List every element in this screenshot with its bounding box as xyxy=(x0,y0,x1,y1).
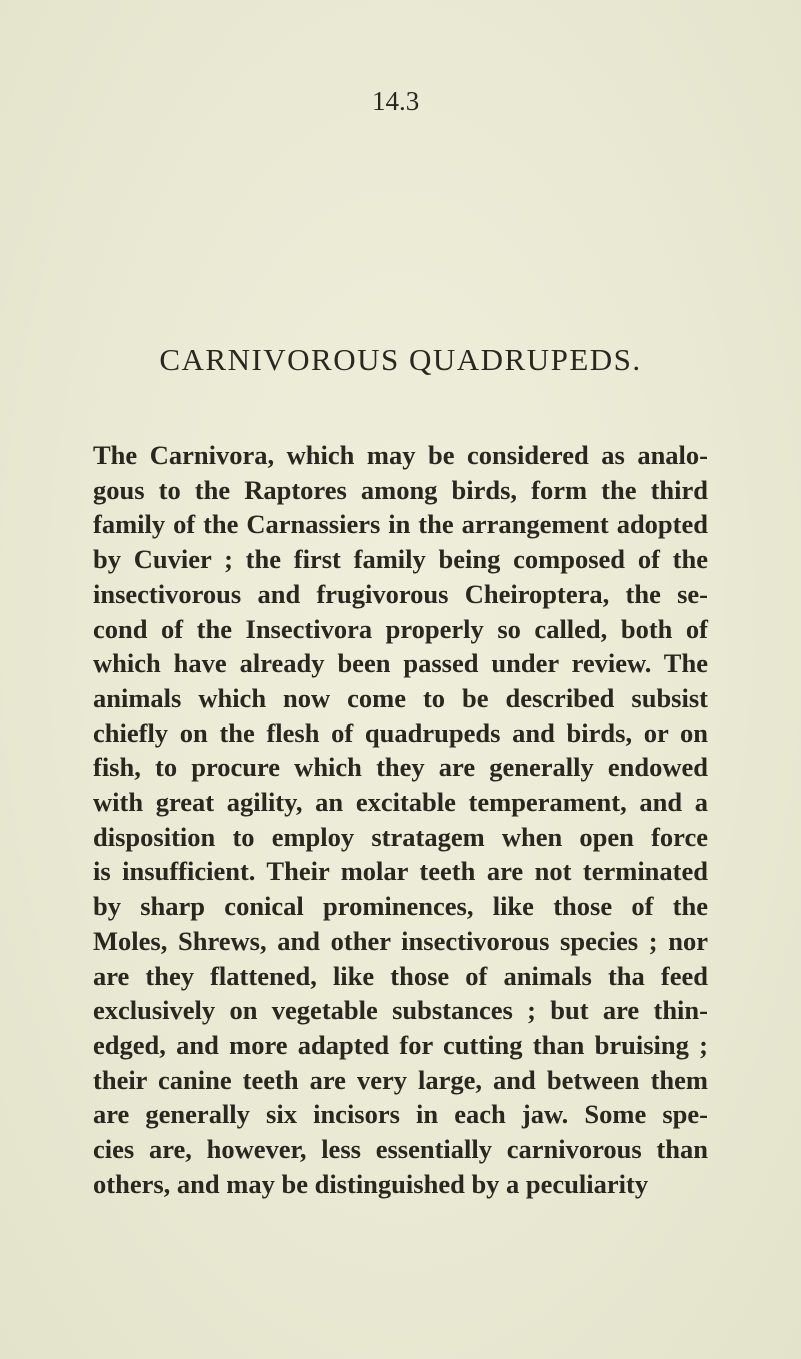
page-number: 14.3 xyxy=(372,86,420,116)
chapter-heading: CARNIVOROUS QUADRUPEDS. xyxy=(159,342,642,377)
book-page: 14.3 CARNIVOROUS QUADRUPEDS. The Carnivora, which may be considered as analo- gous to the Raptores among birds, form the third family of the Carnassiers in the arrangement adopted by Cuvier ; the first family being composed of the insectivorous and frugivorous Cheiroptera, the se- cond of the Insectivora properly so called, both of which have already been passed under review. The animals which now come to be described subsist chiefly on the flesh of quadrupeds and birds, or on fish, to procure which they are generally endowed with great agility, an excitable temperament, and a disposition to employ stratagem when open force is insufficient. Their molar teeth are not terminated by sharp conical prominences, like those of the Moles, Shrews, and other insectivorous species ; nor are they flattened, like those of animals tha feed exclusively on vegetable substances ; but are thin- edged, and more adapted for cutting than bruising ; their canine teeth are very large, and between them are generally six incisors in each jaw. Some spe- cies are, however, less essentially carnivorous than others, and may be distinguished by a peculiarity xyxy=(0,0,801,1359)
